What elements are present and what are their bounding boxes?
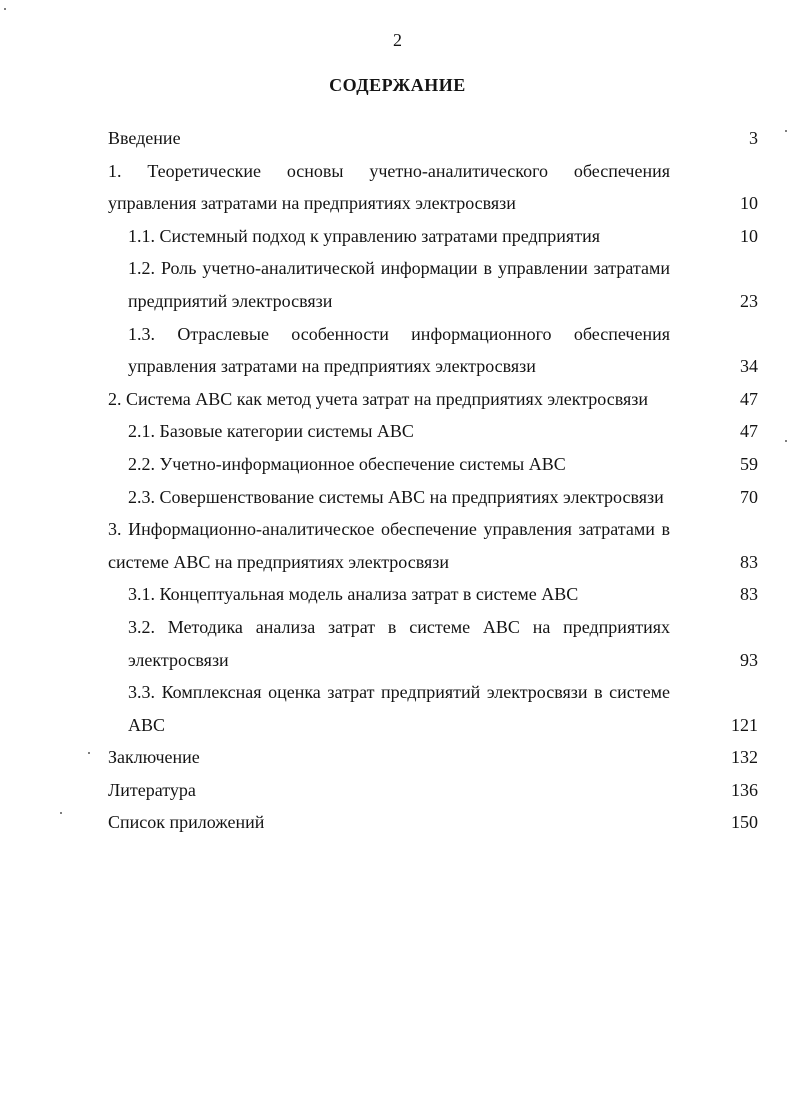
toc-entry-text: 2.2. Учетно-информационное обеспечение системы АВС (128, 453, 566, 474)
toc-entry-page: 132 (731, 747, 758, 768)
toc-entry-text: 2.1. Базовые категории системы АВС (128, 421, 414, 442)
toc-entry-text: 1.2. Роль учетно-аналитической информации в управлении затратами предприятий электросвязи (128, 258, 670, 311)
toc-entry-introduction[interactable] (108, 122, 758, 155)
toc-entry-text: 1.1. Системный подход к управлению затратами предприятия (128, 225, 600, 246)
toc-entry-section-2-2[interactable] (128, 448, 758, 481)
toc-entry-text: 1. Теоретические основы учетно-аналитического обеспечения управления затратами на предприятиях электросвязи (108, 160, 670, 214)
toc-entry-page: 47 (740, 388, 758, 409)
page-title: СОДЕРЖАНИЕ (329, 75, 466, 95)
toc-entry-text: 3.3. Комплексная оценка затрат предприятий электросвязи в системе АВС (128, 682, 670, 735)
scan-speck (785, 440, 787, 442)
toc-entry-page: 83 (740, 551, 758, 572)
toc-entry-page: 93 (740, 649, 758, 670)
toc-entry-text: 3.2. Методика анализа затрат в системе АВС на предприятиях электросвязи (128, 616, 670, 670)
toc-entry-text: Литература (108, 779, 196, 800)
toc-entry-section-3-2[interactable] (128, 611, 758, 676)
scan-speck (60, 812, 62, 814)
toc-entry-text: 3.1. Концептуальная модель анализа затрат в системе АВС (128, 584, 579, 605)
toc-entry-section-3-3[interactable] (128, 676, 758, 741)
toc-entry-text: Список приложений (108, 812, 265, 833)
toc-entry-page: 23 (740, 290, 758, 311)
scan-speck (4, 8, 6, 10)
toc-entry-page: 121 (731, 714, 758, 735)
toc-entry-text: 3. Информационно-аналитическое обеспечение управления затратами в системе АВС на предприятиях электросвязи (108, 519, 670, 572)
toc-entry-appendices[interactable] (108, 806, 758, 839)
toc-entry-section-2-1[interactable] (128, 415, 758, 448)
page-number: 2 (393, 30, 402, 50)
toc-entry-page: 3 (749, 128, 758, 148)
toc-entry-chapter-2[interactable] (108, 383, 758, 416)
toc-entry-section-1-2[interactable] (128, 252, 758, 317)
scan-speck (785, 130, 787, 132)
toc-entry-section-3-1[interactable] (128, 578, 758, 611)
scan-speck (88, 752, 90, 754)
toc-entry-page: 83 (740, 584, 758, 605)
toc-entry-page: 34 (740, 356, 758, 377)
toc-entry-text: Введение (108, 128, 181, 148)
toc-entry-page: 47 (740, 421, 758, 442)
toc-entry-page: 59 (740, 453, 758, 474)
toc-entry-page: 10 (740, 193, 758, 214)
toc-entry-conclusion[interactable] (108, 741, 758, 774)
toc-entry-page: 10 (740, 225, 758, 246)
toc-entry-chapter-3[interactable] (108, 513, 758, 578)
toc-entry-page: 136 (731, 779, 758, 800)
toc-entry-section-1-1[interactable] (128, 220, 758, 253)
toc-entry-chapter-1[interactable] (108, 155, 758, 220)
toc-entry-section-1-3[interactable] (128, 318, 758, 383)
toc-entry-page: 70 (740, 486, 758, 507)
toc-entry-page: 150 (731, 812, 758, 833)
toc-entry-text: 2.3. Совершенствование системы АВС на предприятиях электросвязи (128, 486, 664, 507)
toc-entry-section-2-3[interactable] (128, 481, 758, 514)
toc-entry-text: 2. Система АВС как метод учета затрат на предприятиях электросвязи (108, 388, 649, 409)
table-of-contents (108, 122, 758, 839)
toc-entry-text: 1.3. Отраслевые особенности информационного обеспечения управления затратами на предприятиях электросвязи (128, 323, 670, 377)
toc-entry-text: Заключение (108, 747, 200, 768)
toc-entry-literature[interactable] (108, 774, 758, 807)
